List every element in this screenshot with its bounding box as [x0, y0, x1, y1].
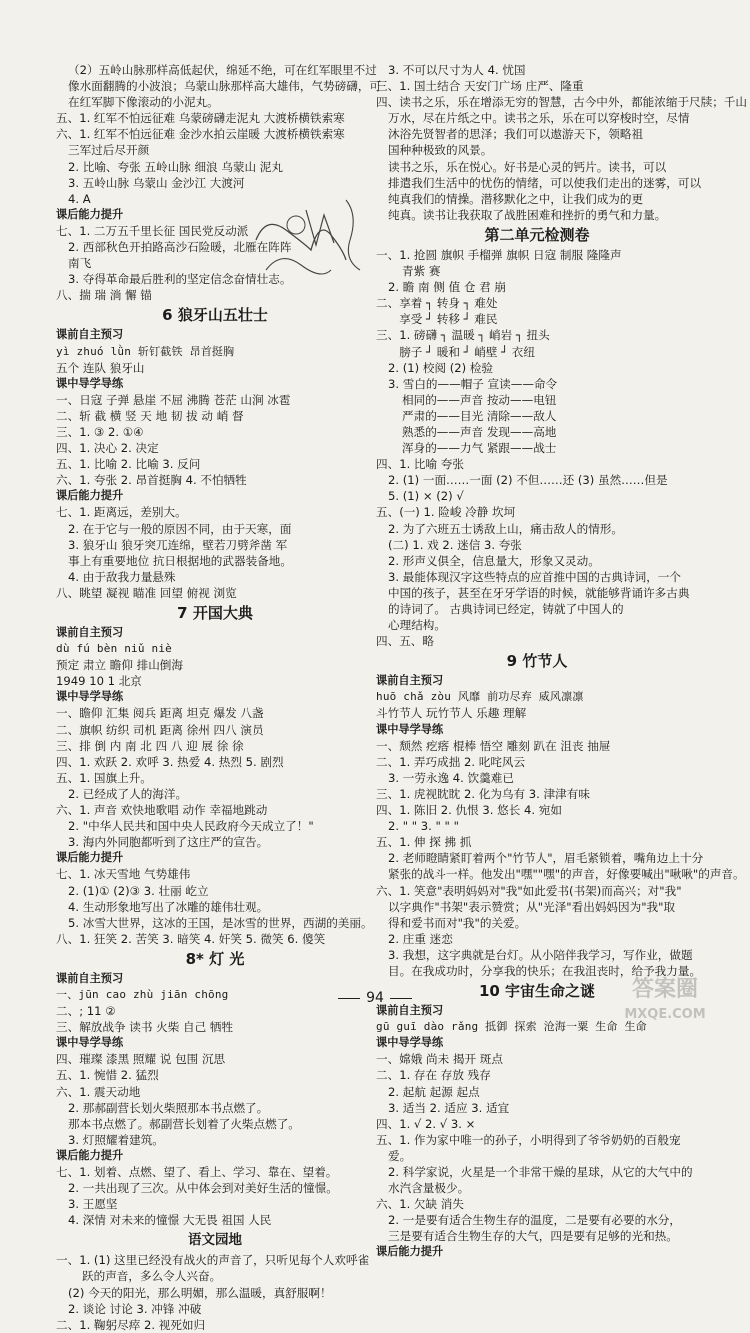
- answer-line: 三、1. 国土结合 天安门广场 庄严、隆重: [376, 79, 584, 94]
- section-heading: 课后能力提升: [56, 851, 124, 865]
- answer-line: 六、1. 声音 欢快地歌唱 动作 幸福地跳动: [56, 803, 268, 818]
- section-heading: 课前自主预习: [376, 1004, 444, 1018]
- right-column: [376, 62, 748, 1261]
- answer-line: 2. (1)① (2)③ 3. 壮丽 屹立: [68, 883, 209, 898]
- answer-line: 2. 那郝副营长划火柴照那本书点燃了。: [68, 1100, 269, 1115]
- section-heading: 课后能力提升: [376, 1245, 444, 1259]
- lesson-title: 第二单元检测卷: [484, 225, 590, 244]
- answer-line: 读书之乐，乐在悦心。好书是心灵的钙片。读书，可以: [388, 159, 667, 174]
- answer-line: 3. 狼牙山 狼牙突兀连绵，壁若刀劈斧凿 军: [68, 537, 288, 552]
- watermark-logo: [590, 968, 740, 1028]
- watermark-line2: MXQE.COM: [624, 1007, 706, 1022]
- section-heading: 课中导学导练: [376, 722, 444, 736]
- answer-line: 3. 雪白的——帽子 宣读——命令: [388, 376, 558, 391]
- answer-line: 三是要有适合生物生存的大气，四是要有足够的光和热。: [388, 1229, 678, 1244]
- answer-line: 2. 起航 起源 起点: [388, 1084, 480, 1099]
- answer-line: 2. " " 3. " " ": [388, 819, 459, 834]
- answer-line: 六、1. 震天动地: [56, 1084, 141, 1099]
- answer-line: 三、排 倒 内 南 北 四 八 迎 展 徐 徐: [56, 738, 244, 753]
- answer-line: 紧张的战斗一样。他发出"嘿""嘿"的声音，好像要喊出"啾啾"的声音。: [388, 867, 745, 882]
- answer-line: 青紫 赛: [402, 264, 441, 279]
- answer-line: 3. 我想，这字典就是台灯。从小陪伴我学习，写作业，做题: [388, 947, 693, 962]
- answer-line: 3. 不可以尺寸为人 4. 忧国: [388, 63, 526, 77]
- answer-line: 2. 在于它与一般的原因不同，由于天寒，面: [68, 521, 292, 536]
- answer-line: 3. 五岭山脉 乌蒙山 金沙江 大渡河: [68, 175, 245, 190]
- answer-line: 一、嫦娥 尚未 揭开 斑点: [376, 1052, 503, 1067]
- answer-line: 事上有重要地位 抗日根据地的武器装备地。: [68, 553, 292, 568]
- answer-line: 八、揣 瑞 淌 懈 锚: [56, 288, 152, 303]
- answer-line: 三军过后尽开颜: [68, 143, 150, 158]
- answer-line: 二、1. 存在 存放 残存: [376, 1068, 491, 1083]
- answer-line: 浑身的——力气 紧跟——战士: [402, 441, 557, 456]
- answer-line: 四、1. √ 2. √ 3. ×: [376, 1116, 476, 1131]
- lesson-title: 6 狼牙山五壮士: [162, 306, 268, 325]
- answer-line: 三、1. ③ 2. ①④: [56, 424, 144, 439]
- section-heading: 课前自主预习: [56, 626, 124, 639]
- answer-line: 心理结构。: [388, 618, 446, 633]
- answer-line: 八、眺望 凝视 瞄准 回望 俯视 浏览: [56, 585, 237, 600]
- answer-line: 预定 肃立 瞻仰 排山倒海: [56, 658, 183, 673]
- answer-line: 2. 老师瞪睛紧盯着两个"竹节人"，眉毛紧锁着，嘴角边上十分: [388, 851, 704, 866]
- answer-line: 3. 最能体现汉字这些特点的应首推中国的古典诗词，一个: [388, 569, 681, 584]
- answer-line: 一、jūn cao zhù jiān chōng: [56, 987, 229, 1001]
- answer-line: 熟悉的——声音 发现——高地: [402, 424, 557, 439]
- answer-line: 一、1. (1) 这里已经没有战火的声音了，只听见每个人欢呼雀: [56, 1253, 370, 1268]
- answer-line: 沐浴先贤智者的思泽；我们可以遨游天下，领略祖: [388, 127, 644, 142]
- section-heading: 课中导学导练: [56, 690, 124, 704]
- answer-line: 国种种极致的风景。: [388, 143, 493, 158]
- answer-line: (二) 1. 戏 2. 迷信 3. 夸张: [388, 537, 522, 552]
- answer-line: 八、1. 狂笑 2. 苦笑 3. 暗笑 4. 奸笑 5. 微笑 6. 傻笑: [56, 931, 326, 946]
- answer-line: 四、1. 陈旧 2. 仇恨 3. 悠长 4. 宛如: [376, 803, 562, 818]
- section-heading: 课前自主预习: [56, 971, 124, 985]
- watermark-line1: 答案圈: [631, 977, 699, 1002]
- answer-line: 六、1. 红军不怕远征难 金沙水拍云崖暖 大渡桥横铁索寒: [56, 127, 345, 142]
- answer-line: 五个 连队 狼牙山: [56, 360, 145, 375]
- answer-line: 5. (1) × (2) √: [388, 489, 464, 504]
- answer-line: 五、1. 伸 探 拂 抓: [376, 835, 472, 850]
- answer-line: 2. 一是要有适合生物生存的温度，二是要有必要的水分，: [388, 1213, 681, 1228]
- answer-line: 二、斩 截 横 竖 天 地 韧 拔 动 峭 督: [56, 408, 244, 423]
- answer-line: 爱。: [388, 1148, 412, 1163]
- section-heading: 课中导学导练: [376, 1036, 444, 1050]
- section-heading: 课中导学导练: [56, 376, 124, 390]
- answer-line: 那本书点燃了。郝副营长划着了火柴点燃了。: [68, 1116, 300, 1131]
- answer-line: （2）五岭山脉那样高低起伏，绵延不绝，可在红军眼里不过: [68, 63, 377, 77]
- handwritten-scribble: [236, 170, 386, 310]
- answer-line: 二、旗帜 纺织 司机 距离 徐州 四八 演员: [56, 722, 264, 737]
- answer-line: huō chǎ zòu 风靡 前功尽弃 威风凛凛: [376, 690, 584, 704]
- answer-line: 4. 深情 对未来的憧憬 大无畏 祖国 人民: [68, 1213, 272, 1228]
- answer-line: 2. 形声义俱全，信息量大，形象又灵动。: [388, 553, 600, 568]
- answer-line: 在红军脚下像滚动的小泥丸。: [68, 95, 219, 110]
- answer-line: 四、1. 比喻 夸张: [376, 457, 464, 472]
- answer-line: 2. 瞻 南 侧 值 仓 君 崩: [388, 280, 507, 295]
- section-heading: 课前自主预习: [56, 328, 124, 342]
- answer-line: 2. "中华人民共和国中央人民政府今天成立了！": [68, 819, 314, 834]
- answer-line: 排遣我们生活中的忧伤的情绪，可以使我们走出的迷雾，可以: [388, 175, 702, 190]
- section-heading: 课后能力提升: [56, 1148, 124, 1162]
- lesson-title: 语文园地: [188, 1232, 242, 1249]
- answer-line: 七、1. 划着、点燃、望了、看上、学习、靠在、望着。: [56, 1165, 338, 1179]
- answer-line: 享受 ┘ 转移 ┘ 难民: [376, 312, 498, 327]
- answer-line: 膀子 ┘ 暖和 ┘ 峭壁 ┘ 衣纽: [376, 344, 535, 359]
- answer-line: yì zhuó lǜn 斩钉截铁 昂首挺胸: [56, 344, 235, 358]
- answer-line: 2. 庄重 迷恋: [388, 931, 453, 946]
- section-heading: 课前自主预习: [376, 674, 444, 688]
- page-number: 94: [366, 990, 384, 1006]
- answer-line: 5. 冰雪大世界，这冰的王国，是冰雪的世界，西湖的美丽。: [68, 915, 373, 930]
- answer-line: 4. 由于敌我力量悬殊: [68, 569, 176, 584]
- answer-line: 2. 科学家说，火星是一个非常干燥的星球，从它的大气中的: [388, 1165, 693, 1179]
- lesson-title: 7 开国大典: [177, 604, 253, 622]
- answer-line: dù fú bèn niǔ niè: [56, 642, 172, 656]
- answer-line: 一、1. 抢圆 旗帜 手榴弹 旗帜 日寇 制服 隆隆声: [376, 247, 622, 262]
- answer-line: 2. (1) 校阅 (2) 检验: [388, 360, 494, 375]
- answer-line: 五、1. 比喻 2. 比喻 3. 反问: [56, 457, 201, 472]
- answer-line: 斗竹节人 玩竹节人 乐趣 理解: [376, 706, 527, 721]
- answer-line: 4. A: [68, 191, 91, 206]
- answer-line: 三、1. 磅礴 ┐ 温暖 ┐ 峭岩 ┐ 扭头: [376, 328, 550, 343]
- answer-line: 2. (1) 一面……一面 (2) 不但……还 (3) 虽然……但是: [388, 473, 668, 488]
- answer-line: 一、日寇 子弹 悬崖 不屈 沸腾 苍茫 山涧 冰雹: [56, 392, 291, 407]
- section-heading: 课后能力提升: [56, 207, 124, 221]
- answer-line: 以字典作"书架"表示赞赏；从"光泽"看出妈妈因为"我"取: [388, 899, 676, 914]
- answer-line: 六、1. 夸张 2. 昂首挺胸 4. 不怕牺牲: [56, 473, 247, 488]
- answer-line: 二、; 11 ②: [56, 1004, 116, 1019]
- answer-line: 3. 海内外同胞都听到了这庄严的宣告。: [68, 835, 269, 850]
- answer-line: 3. 适当 2. 适应 3. 适宜: [388, 1100, 510, 1115]
- answer-line: 中国的孩子，甚至在牙牙学语的时候，就能够背诵许多古典: [388, 585, 690, 600]
- answer-line: 水汽含量极少。: [388, 1181, 470, 1196]
- answer-line: 四、读书之乐，乐在增添无穷的智慧，古今中外，都能浓缩于尺牍；千山: [376, 95, 748, 110]
- answer-line: 五、(一) 1. 险峻 冷静 坎坷: [376, 505, 516, 520]
- answer-line: 4. 生动形象地写出了冰雕的雄伟壮观。: [68, 899, 269, 914]
- answer-line: 二、享着 ┐ 转身 ┐ 难处: [376, 296, 498, 311]
- answer-line: 的诗词了。 古典诗词已经定，铸就了中国人的: [388, 602, 624, 616]
- answer-line: 相同的——声音 按动——电钮: [402, 392, 557, 407]
- lesson-title: 10 宇宙生命之谜: [478, 982, 596, 1001]
- answer-line: 二、1. 鞠躬尽瘁 2. 视死如归: [56, 1317, 206, 1332]
- answer-line: 3. 一劳永逸 4. 饮羹难已: [388, 770, 514, 785]
- answer-line: 三、解放战争 读书 火柴 自己 牺牲: [56, 1020, 234, 1035]
- answer-line: 得和爱书而对"我"的关爱。: [388, 915, 527, 930]
- answer-line: 七、1. 距离远，差别大。: [56, 505, 187, 520]
- answer-line: 2. 为了六班五士诱敌上山，痛击敌人的情形。: [388, 521, 624, 536]
- answer-line: 目。在我成功时，分享我的快乐；在我沮丧时，给予我力量。: [388, 963, 702, 978]
- answer-line: 万水，尽在片纸之中。读书之乐，乐在可以穿梭时空，尽情: [388, 111, 690, 126]
- answer-line: 2. 谈论 讨论 3. 冲锋 冲破: [68, 1301, 202, 1316]
- lesson-title: 9 竹节人: [506, 652, 568, 671]
- answer-line: 四、1. 决心 2. 决定: [56, 441, 159, 456]
- answer-line: 七、1. 冰天雪地 气势雄伟: [56, 867, 191, 882]
- answer-line: 3. 夺得革命最后胜利的坚定信念奋情壮志。: [68, 272, 292, 287]
- answer-line: 2. 一共出现了三次。从中体会到对美好生活的憧憬。: [68, 1181, 338, 1196]
- answer-line: 3. 王愿坚: [68, 1197, 118, 1212]
- section-heading: 课后能力提升: [56, 489, 124, 503]
- answer-line: 一、瞻仰 汇集 阅兵 距离 坦克 爆发 八盏: [56, 706, 264, 721]
- answer-line: 2. 已经成了人的海洋。: [68, 786, 188, 801]
- answer-line: 七、1. 二万五千里长征 国民党反动派: [56, 223, 249, 238]
- answer-line: gū guī dào rǎng 抵御 探索 沧海一粟 生命 生命: [376, 1020, 647, 1034]
- answer-line: 六、1. 欠缺 消失: [376, 1197, 464, 1212]
- answer-line: 三、1. 虎视眈眈 2. 化为乌有 3. 津津有味: [376, 786, 590, 801]
- answer-line: (2) 今天的阳光，那么明媚，那么温暖，真舒服啊！: [68, 1285, 332, 1300]
- answer-line: 严肃的——目光 清除——敌人: [402, 408, 557, 423]
- answer-line: 四、璀璨 漆黑 照耀 说 包围 沉思: [56, 1052, 226, 1067]
- answer-line: 六、1. 笑意"表明妈妈对"我"如此爱书(书架)而高兴；对"我": [376, 883, 682, 898]
- answer-line: 3. 灯照耀着建筑。: [68, 1132, 164, 1147]
- answer-line: 五、1. 惋惜 2. 猛烈: [56, 1068, 159, 1083]
- answer-line: 2. 比喻、夸张 五岭山脉 细浪 乌蒙山 泥丸: [68, 159, 283, 174]
- answer-line: 五、1. 作为家中唯一的孙子，小明得到了爷爷奶奶的百般宠: [376, 1132, 681, 1147]
- answer-line: 五、1. 红军不怕远征难 乌蒙磅礴走泥丸 大渡桥横铁索寒: [56, 111, 345, 126]
- section-heading: 课中导学导练: [56, 1036, 124, 1050]
- answer-line: 1949 10 1 北京: [56, 674, 142, 689]
- answer-line: 南飞: [68, 256, 92, 271]
- lesson-title: 8* 灯 光: [185, 949, 245, 968]
- answer-line: 像水面翻腾的小波浪；乌蒙山脉那样高大雄伟，气势磅礴，可: [68, 79, 382, 94]
- answer-line: 二、1. 弄巧成拙 2. 叱咤风云: [376, 754, 526, 769]
- answer-line: 纯真我们的情操。潜移默化之中，让我们成为的更: [388, 191, 644, 206]
- answer-line: 跃的声音，多么令人兴奋。: [82, 1269, 222, 1284]
- answer-line: 五、1. 国旗上升。: [56, 770, 152, 785]
- answer-line: 四、1. 欢跃 2. 欢呼 3. 热爱 4. 热烈 5. 剧烈: [56, 754, 284, 769]
- answer-line: 2. 西部秋色开拍路高沙石险暖，北雁在阵阵: [68, 240, 292, 255]
- answer-line: 一、颓然 疙瘩 棍棒 悟空 雕刻 趴在 沮丧 抽屉: [376, 738, 611, 753]
- answer-line: 四、五、略: [376, 634, 434, 649]
- answer-line: 纯真。读书让我获取了战胜困难和挫折的勇气和力量。: [388, 207, 667, 222]
